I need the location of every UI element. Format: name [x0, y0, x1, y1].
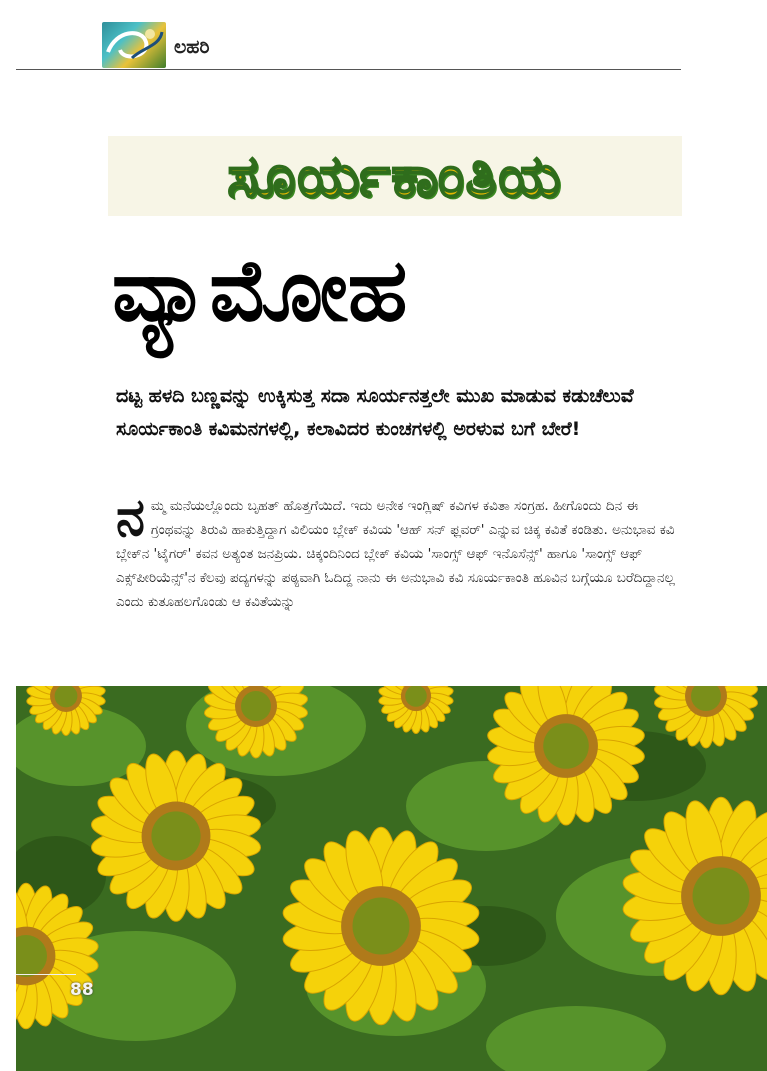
header-divider [16, 69, 681, 70]
section-title: ಲಹರಿ [174, 36, 210, 58]
page-number-rule [16, 974, 76, 975]
drop-cap: ನ [116, 488, 145, 548]
swirl-logo-icon [102, 22, 166, 68]
article-body-text: ಮ್ಮ ಮನೆಯಲ್ಲೊಂದು ಬೃಹತ್ ಹೊತ್ತಗೆಯಿದೆ. ಇದು ಅನೇಕ ಇಂಗ್ಲಿಷ್ ಕವಿಗಳ ಕವಿತಾ ಸಂಗ್ರಹ. ಹೀಗೊಂದು ದಿನ ಈ ಗ್ರಂಥವನ್ನು ತಿರುವಿ ಹಾಕುತ್ತಿದ್ದಾಗ ವಿಲಿಯಂ ಬ್ಲೇಕ್ ಕವಿಯ 'ಆಹ್ ಸನ್ ಫ್ಲವರ್' ಎನ್ನುವ ಚಿಕ್ಕ ಕವಿತೆ ಕಂಡಿತು. ಅನುಭಾವ ಕವಿ ಬ್ಲೇಕ್‌ನ 'ಟೈಗರ್' ಕವನ ಅತ್ಯಂತ ಜನಪ್ರಿಯ. ಚಿಕ್ಕಂದಿನಿಂದ ಬ್ಲೇಕ್ ಕವಿಯ 'ಸಾಂಗ್ಸ್ ಆಫ್ ಇನೊಸೆನ್ಸ್' ಹಾಗೂ 'ಸಾಂಗ್ಸ್ ಆಫ್ ಎಕ್ಸ್‌ಪೀರಿಯೆನ್ಸ್'ನ ಕೆಲವು ಪದ್ಯಗಳನ್ನು ಪಠ್ಯವಾಗಿ ಓದಿದ್ದ ನಾನು ಈ ಅನುಭಾವಿ ಕವಿ ಸೂರ್ಯಕಾಂತಿ ಹೂವಿನ ಬಗ್ಗೆಯೂ ಬರೆದಿದ್ದಾನಲ್ಲ ಎಂದು ಕುತೂಹಲಗೊಂಡು ಆ ಕವಿತೆಯನ್ನು [116, 498, 675, 610]
banner-title: ಸೂರ್ಯಕಾಂತಿಯ [227, 141, 563, 210]
article-body [116, 488, 676, 614]
title-banner [108, 136, 682, 216]
article-headline: ವ್ಯಾಮೋಹ [112, 241, 408, 341]
page-number: 88 [70, 980, 94, 1000]
sunflower-photo [16, 686, 767, 1071]
article-lead: ದಟ್ಟ ಹಳದಿ ಬಣ್ಣವನ್ನು ಉಕ್ಕಿಸುತ್ತ ಸದಾ ಸೂರ್ಯನತ್ತಲೇ ಮುಖ ಮಾಡುವ ಕಡುಚೆಲುವೆ ಸೂರ್ಯಕಾಂತಿ ಕವಿಮನಗಳಲ್ಲಿ, ಕಲಾವಿದರ ಕುಂಚಗಳಲ್ಲಿ ಅರಳುವ ಬಗೆ ಬೇರೆ! [116, 385, 634, 440]
